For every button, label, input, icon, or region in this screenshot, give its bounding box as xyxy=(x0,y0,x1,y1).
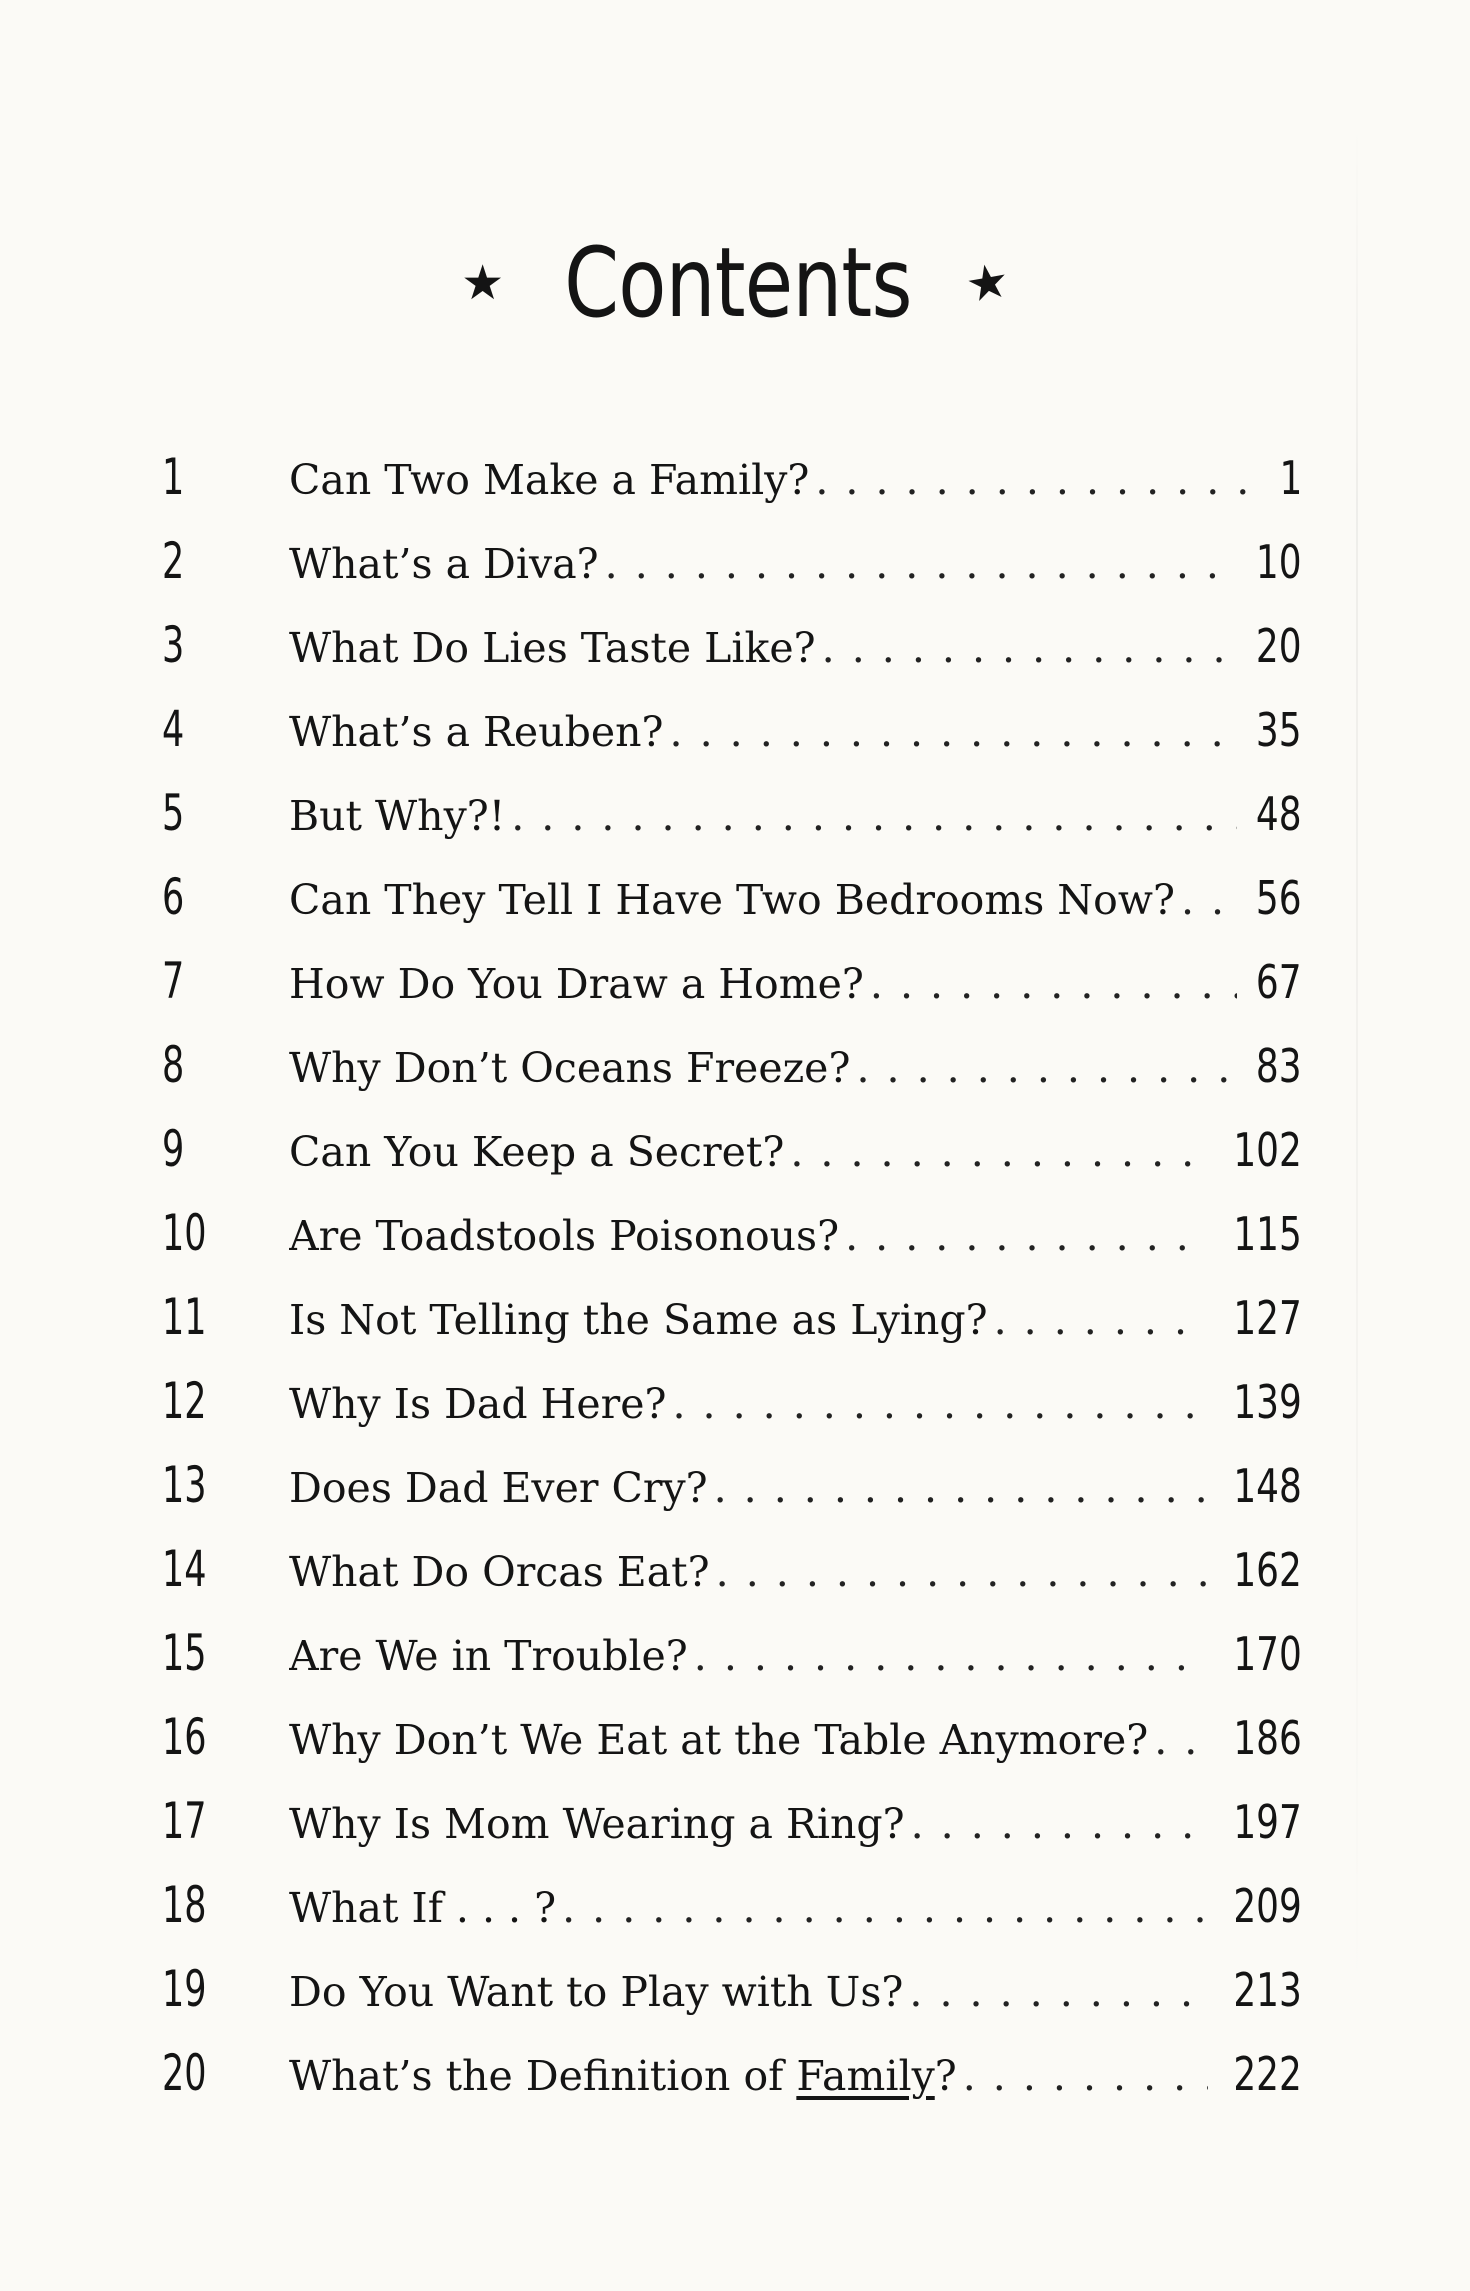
toc-entry[interactable] xyxy=(162,435,1302,519)
dot-leader xyxy=(911,1782,1209,1866)
dot-leader xyxy=(694,1614,1208,1698)
chapter-line xyxy=(289,1948,1302,2034)
chapter-line xyxy=(289,1276,1302,1362)
dot-leader xyxy=(1181,858,1238,942)
page-title: Contents xyxy=(564,227,912,339)
dot-leader xyxy=(790,1110,1208,1194)
page-number: 67 xyxy=(1256,955,1302,1009)
dot-leader xyxy=(870,942,1238,1026)
chapter-number: 2 xyxy=(162,532,185,590)
chapter-title: What’s a Reuben? xyxy=(289,708,664,756)
chapter-title: What Do Orcas Eat? xyxy=(289,1548,710,1596)
chapter-line xyxy=(289,856,1302,942)
dot-leader xyxy=(815,438,1266,522)
toc-entry[interactable] xyxy=(162,1527,1302,1611)
chapter-number: 7 xyxy=(162,952,185,1010)
chapter-title: Can You Keep a Secret? xyxy=(289,1128,785,1176)
chapter-line xyxy=(289,1024,1302,1110)
chapter-title: Why Is Dad Here? xyxy=(289,1380,667,1428)
toc-entry[interactable] xyxy=(162,1275,1302,1359)
dot-leader xyxy=(1154,1698,1208,1782)
chapter-line xyxy=(289,1864,1302,1950)
page-number: 20 xyxy=(1256,619,1302,673)
toc-entry[interactable] xyxy=(162,1107,1302,1191)
chapter-line xyxy=(289,2032,1302,2118)
chapter-number: 11 xyxy=(162,1288,207,1346)
toc-entry[interactable] xyxy=(162,771,1302,855)
chapter-number: 18 xyxy=(162,1876,207,1934)
chapter-title: Why Is Mom Wearing a Ring? xyxy=(289,1800,905,1848)
toc-entry[interactable] xyxy=(162,1443,1302,1527)
toc-entry[interactable] xyxy=(162,1191,1302,1275)
chapter-line xyxy=(289,940,1302,1026)
chapter-title: What Do Lies Taste Like? xyxy=(289,624,816,672)
chapter-number: 9 xyxy=(162,1120,185,1178)
page-number: 222 xyxy=(1233,2047,1302,2101)
chapter-title xyxy=(289,2034,963,2118)
chapter-title: Do You Want to Play with Us? xyxy=(289,1968,904,2016)
chapter-line xyxy=(289,1612,1302,1698)
chapter-number: 5 xyxy=(162,784,185,842)
toc-entry[interactable] xyxy=(162,855,1302,939)
star-icon: ★ xyxy=(961,251,1014,315)
chapter-title: Why Don’t Oceans Freeze? xyxy=(289,1044,851,1092)
toc-entry[interactable] xyxy=(162,519,1302,603)
chapter-line xyxy=(289,1528,1302,1614)
chapter-title: But Why?! xyxy=(289,792,506,840)
chapter-title: Is Not Telling the Same as Lying? xyxy=(289,1296,988,1344)
chapter-title: Does Dad Ever Cry? xyxy=(289,1464,708,1512)
dot-leader xyxy=(605,522,1238,606)
page-number: 139 xyxy=(1233,1375,1302,1429)
page-number: 170 xyxy=(1233,1627,1302,1681)
chapter-line xyxy=(289,1108,1302,1194)
chapter-line xyxy=(289,772,1302,858)
page-number: 102 xyxy=(1233,1123,1302,1177)
chapter-line xyxy=(289,1696,1302,1782)
dot-leader xyxy=(963,2034,1208,2118)
chapter-line xyxy=(289,520,1302,606)
page-number: 209 xyxy=(1233,1879,1302,1933)
toc-entry[interactable] xyxy=(162,1023,1302,1107)
page-number: 127 xyxy=(1233,1291,1302,1345)
toc-entry[interactable] xyxy=(162,939,1302,1023)
chapter-title: Can They Tell I Have Two Bedrooms Now? xyxy=(289,876,1175,924)
chapter-title: What’s a Diva? xyxy=(289,540,599,588)
chapter-line xyxy=(289,436,1302,522)
page-number: 197 xyxy=(1233,1795,1302,1849)
page-number: 186 xyxy=(1233,1711,1302,1765)
dot-leader xyxy=(856,1026,1237,1110)
dot-leader xyxy=(716,1530,1209,1614)
dot-leader xyxy=(672,1362,1208,1446)
chapter-line xyxy=(289,1360,1302,1446)
chapter-number: 17 xyxy=(162,1792,207,1850)
page-number: 148 xyxy=(1233,1459,1302,1513)
chapter-number: 4 xyxy=(162,700,185,758)
toc-entry[interactable] xyxy=(162,687,1302,771)
dot-leader xyxy=(511,774,1237,858)
dot-leader xyxy=(909,1950,1208,2034)
chapter-line xyxy=(289,1192,1302,1278)
page-number: 115 xyxy=(1233,1207,1302,1261)
chapter-line xyxy=(289,1444,1302,1530)
chapter-number: 15 xyxy=(162,1624,207,1682)
chapter-number: 12 xyxy=(162,1372,207,1430)
toc-entry[interactable] xyxy=(162,1779,1302,1863)
chapter-title: Why Don’t We Eat at the Table Anymore? xyxy=(289,1716,1149,1764)
page-number: 213 xyxy=(1233,1963,1302,2017)
chapter-number: 1 xyxy=(162,448,185,506)
page-number: 48 xyxy=(1256,787,1302,841)
dot-leader xyxy=(994,1278,1209,1362)
dot-leader xyxy=(845,1194,1208,1278)
dot-leader xyxy=(670,690,1238,774)
page-number: 83 xyxy=(1256,1039,1302,1093)
chapter-number: 20 xyxy=(162,2044,207,2102)
chapter-number: 6 xyxy=(162,868,185,926)
chapter-title: Can Two Make a Family? xyxy=(289,456,810,504)
chapter-line xyxy=(289,1780,1302,1866)
contents-heading xyxy=(0,227,1470,339)
chapter-title: Are We in Trouble? xyxy=(289,1632,688,1680)
chapter-number: 16 xyxy=(162,1708,207,1766)
toc-entry[interactable] xyxy=(162,1863,1302,1947)
chapter-line xyxy=(289,604,1302,690)
chapter-line xyxy=(289,688,1302,774)
toc-entry[interactable] xyxy=(162,2031,1302,2115)
toc-entry[interactable] xyxy=(162,603,1302,687)
table-of-contents xyxy=(162,435,1302,2115)
page-number: 35 xyxy=(1256,703,1302,757)
toc-entry[interactable] xyxy=(162,1947,1302,2031)
dot-leader xyxy=(562,1866,1208,1950)
dot-leader xyxy=(822,606,1238,690)
chapter-title: Are Toadstools Poisonous? xyxy=(289,1212,840,1260)
page-number: 1 xyxy=(1279,451,1302,505)
page-edge-shadow xyxy=(1356,120,1358,2020)
chapter-number: 14 xyxy=(162,1540,207,1598)
chapter-number: 13 xyxy=(162,1456,207,1514)
chapter-number: 3 xyxy=(162,616,185,674)
dot-leader xyxy=(714,1446,1209,1530)
toc-entry[interactable] xyxy=(162,1695,1302,1779)
page-number: 162 xyxy=(1233,1543,1302,1597)
chapter-number: 8 xyxy=(162,1036,185,1094)
chapter-title-prefix: What’s the Definition of xyxy=(289,2052,797,2100)
chapter-number: 19 xyxy=(162,1960,207,2018)
chapter-title: What If . . . ? xyxy=(289,1884,557,1932)
toc-entry[interactable] xyxy=(162,1611,1302,1695)
toc-entry[interactable] xyxy=(162,1359,1302,1443)
star-icon: ★ xyxy=(461,255,505,311)
chapter-title-underlined-word: Family xyxy=(796,2052,935,2100)
chapter-number: 10 xyxy=(162,1204,207,1262)
page-number: 56 xyxy=(1256,871,1302,925)
chapter-title: How Do You Draw a Home? xyxy=(289,960,864,1008)
chapter-title-suffix: ? xyxy=(934,2052,957,2100)
page-number: 10 xyxy=(1256,535,1302,589)
